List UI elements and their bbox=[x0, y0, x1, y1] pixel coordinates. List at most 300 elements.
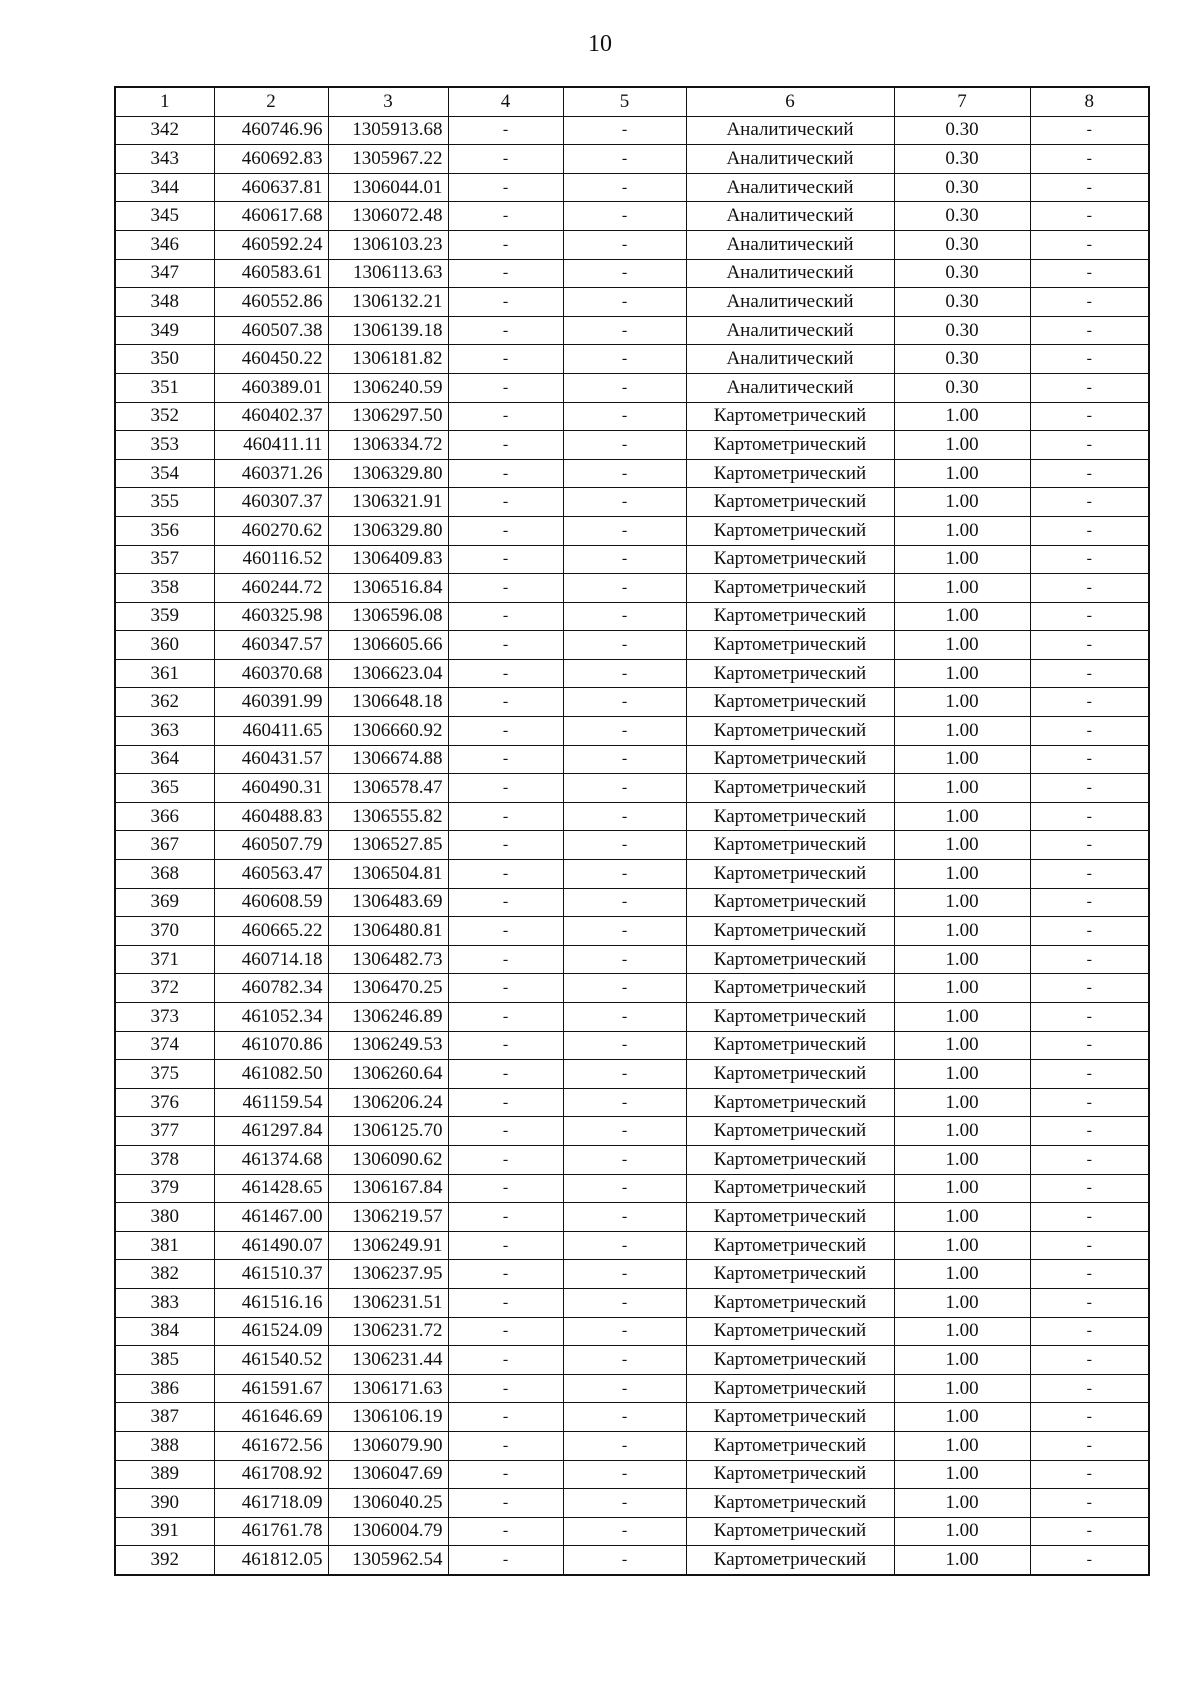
column-4-cell: - bbox=[448, 259, 563, 288]
column-5-cell: - bbox=[563, 1260, 686, 1289]
x-coordinate-cell: 460307.37 bbox=[214, 488, 328, 517]
column-8-cell: - bbox=[1030, 1403, 1149, 1432]
column-header: 5 bbox=[563, 87, 686, 116]
column-4-cell: - bbox=[448, 1003, 563, 1032]
column-5-cell: - bbox=[563, 1288, 686, 1317]
column-4-cell: - bbox=[448, 402, 563, 431]
point-number-cell: 374 bbox=[115, 1031, 214, 1060]
table-row bbox=[115, 802, 1149, 831]
x-coordinate-cell: 461467.00 bbox=[214, 1203, 328, 1232]
column-4-cell: - bbox=[448, 945, 563, 974]
column-4-cell: - bbox=[448, 1374, 563, 1403]
column-5-cell: - bbox=[563, 717, 686, 746]
method-cell: Картометрический bbox=[686, 1231, 894, 1260]
table-body bbox=[115, 116, 1149, 1575]
table-row bbox=[115, 659, 1149, 688]
x-coordinate-cell: 460450.22 bbox=[214, 345, 328, 374]
column-4-cell: - bbox=[448, 145, 563, 174]
column-5-cell: - bbox=[563, 602, 686, 631]
column-5-cell: - bbox=[563, 945, 686, 974]
point-number-cell: 373 bbox=[115, 1003, 214, 1032]
column-4-cell: - bbox=[448, 802, 563, 831]
method-cell: Картометрический bbox=[686, 774, 894, 803]
column-8-cell: - bbox=[1030, 288, 1149, 317]
y-coordinate-cell: 1306044.01 bbox=[328, 173, 448, 202]
column-8-cell: - bbox=[1030, 373, 1149, 402]
x-coordinate-cell: 460665.22 bbox=[214, 917, 328, 946]
column-4-cell: - bbox=[448, 373, 563, 402]
table-row bbox=[115, 631, 1149, 660]
column-4-cell: - bbox=[448, 116, 563, 145]
accuracy-cell: 1.00 bbox=[894, 1431, 1030, 1460]
accuracy-cell: 1.00 bbox=[894, 1374, 1030, 1403]
method-cell: Аналитический bbox=[686, 259, 894, 288]
table-row bbox=[115, 230, 1149, 259]
column-4-cell: - bbox=[448, 1317, 563, 1346]
column-5-cell: - bbox=[563, 1403, 686, 1432]
point-number-cell: 344 bbox=[115, 173, 214, 202]
method-cell: Картометрический bbox=[686, 1031, 894, 1060]
y-coordinate-cell: 1306072.48 bbox=[328, 202, 448, 231]
point-number-cell: 381 bbox=[115, 1231, 214, 1260]
column-4-cell: - bbox=[448, 602, 563, 631]
point-number-cell: 349 bbox=[115, 316, 214, 345]
table-row bbox=[115, 888, 1149, 917]
method-cell: Картометрический bbox=[686, 1346, 894, 1375]
point-number-cell: 368 bbox=[115, 860, 214, 889]
x-coordinate-cell: 460370.68 bbox=[214, 659, 328, 688]
column-5-cell: - bbox=[563, 1117, 686, 1146]
x-coordinate-cell: 460552.86 bbox=[214, 288, 328, 317]
y-coordinate-cell: 1306079.90 bbox=[328, 1431, 448, 1460]
table-row bbox=[115, 1003, 1149, 1032]
method-cell: Картометрический bbox=[686, 1174, 894, 1203]
y-coordinate-cell: 1306219.57 bbox=[328, 1203, 448, 1232]
y-coordinate-cell: 1306167.84 bbox=[328, 1174, 448, 1203]
column-4-cell: - bbox=[448, 774, 563, 803]
table-row bbox=[115, 974, 1149, 1003]
column-header: 3 bbox=[328, 87, 448, 116]
accuracy-cell: 1.00 bbox=[894, 802, 1030, 831]
x-coordinate-cell: 460746.96 bbox=[214, 116, 328, 145]
table-row bbox=[115, 1117, 1149, 1146]
column-8-cell: - bbox=[1030, 402, 1149, 431]
column-5-cell: - bbox=[563, 259, 686, 288]
method-cell: Картометрический bbox=[686, 917, 894, 946]
column-5-cell: - bbox=[563, 1346, 686, 1375]
point-number-cell: 345 bbox=[115, 202, 214, 231]
x-coordinate-cell: 461718.09 bbox=[214, 1489, 328, 1518]
accuracy-cell: 0.30 bbox=[894, 202, 1030, 231]
accuracy-cell: 1.00 bbox=[894, 1117, 1030, 1146]
column-4-cell: - bbox=[448, 516, 563, 545]
x-coordinate-cell: 461374.68 bbox=[214, 1145, 328, 1174]
y-coordinate-cell: 1306249.91 bbox=[328, 1231, 448, 1260]
point-number-cell: 371 bbox=[115, 945, 214, 974]
x-coordinate-cell: 461490.07 bbox=[214, 1231, 328, 1260]
accuracy-cell: 1.00 bbox=[894, 602, 1030, 631]
x-coordinate-cell: 460244.72 bbox=[214, 574, 328, 603]
point-number-cell: 390 bbox=[115, 1489, 214, 1518]
column-5-cell: - bbox=[563, 659, 686, 688]
y-coordinate-cell: 1306504.81 bbox=[328, 860, 448, 889]
point-number-cell: 355 bbox=[115, 488, 214, 517]
x-coordinate-cell: 461297.84 bbox=[214, 1117, 328, 1146]
column-8-cell: - bbox=[1030, 1288, 1149, 1317]
x-coordinate-cell: 460347.57 bbox=[214, 631, 328, 660]
column-4-cell: - bbox=[448, 316, 563, 345]
column-4-cell: - bbox=[448, 459, 563, 488]
point-number-cell: 362 bbox=[115, 688, 214, 717]
accuracy-cell: 1.00 bbox=[894, 745, 1030, 774]
column-5-cell: - bbox=[563, 173, 686, 202]
accuracy-cell: 1.00 bbox=[894, 1088, 1030, 1117]
accuracy-cell: 1.00 bbox=[894, 1346, 1030, 1375]
table-row bbox=[115, 602, 1149, 631]
table-row bbox=[115, 1489, 1149, 1518]
y-coordinate-cell: 1306578.47 bbox=[328, 774, 448, 803]
y-coordinate-cell: 1305967.22 bbox=[328, 145, 448, 174]
table-row bbox=[115, 1031, 1149, 1060]
column-4-cell: - bbox=[448, 574, 563, 603]
column-8-cell: - bbox=[1030, 860, 1149, 889]
table-row bbox=[115, 1174, 1149, 1203]
y-coordinate-cell: 1306040.25 bbox=[328, 1489, 448, 1518]
column-8-cell: - bbox=[1030, 1088, 1149, 1117]
table-row bbox=[115, 1288, 1149, 1317]
method-cell: Картометрический bbox=[686, 888, 894, 917]
x-coordinate-cell: 461761.78 bbox=[214, 1517, 328, 1546]
x-coordinate-cell: 460411.65 bbox=[214, 717, 328, 746]
point-number-cell: 363 bbox=[115, 717, 214, 746]
column-8-cell: - bbox=[1030, 202, 1149, 231]
point-number-cell: 353 bbox=[115, 431, 214, 460]
point-number-cell: 370 bbox=[115, 917, 214, 946]
column-5-cell: - bbox=[563, 1317, 686, 1346]
table-row bbox=[115, 288, 1149, 317]
method-cell: Картометрический bbox=[686, 431, 894, 460]
column-4-cell: - bbox=[448, 230, 563, 259]
accuracy-cell: 1.00 bbox=[894, 1031, 1030, 1060]
column-5-cell: - bbox=[563, 373, 686, 402]
column-5-cell: - bbox=[563, 202, 686, 231]
table-row bbox=[115, 1431, 1149, 1460]
accuracy-cell: 1.00 bbox=[894, 659, 1030, 688]
accuracy-cell: 1.00 bbox=[894, 917, 1030, 946]
accuracy-cell: 0.30 bbox=[894, 145, 1030, 174]
column-5-cell: - bbox=[563, 316, 686, 345]
method-cell: Картометрический bbox=[686, 1003, 894, 1032]
method-cell: Аналитический bbox=[686, 230, 894, 259]
accuracy-cell: 0.30 bbox=[894, 116, 1030, 145]
method-cell: Картометрический bbox=[686, 459, 894, 488]
y-coordinate-cell: 1306231.72 bbox=[328, 1317, 448, 1346]
y-coordinate-cell: 1306660.92 bbox=[328, 717, 448, 746]
table-row bbox=[115, 373, 1149, 402]
column-8-cell: - bbox=[1030, 1003, 1149, 1032]
column-8-cell: - bbox=[1030, 1460, 1149, 1489]
method-cell: Картометрический bbox=[686, 488, 894, 517]
column-5-cell: - bbox=[563, 545, 686, 574]
accuracy-cell: 1.00 bbox=[894, 1546, 1030, 1575]
coordinates-table bbox=[114, 86, 1150, 1576]
point-number-cell: 380 bbox=[115, 1203, 214, 1232]
method-cell: Картометрический bbox=[686, 1088, 894, 1117]
y-coordinate-cell: 1306648.18 bbox=[328, 688, 448, 717]
method-cell: Аналитический bbox=[686, 202, 894, 231]
x-coordinate-cell: 460714.18 bbox=[214, 945, 328, 974]
column-8-cell: - bbox=[1030, 488, 1149, 517]
x-coordinate-cell: 461591.67 bbox=[214, 1374, 328, 1403]
x-coordinate-cell: 460692.83 bbox=[214, 145, 328, 174]
y-coordinate-cell: 1306482.73 bbox=[328, 945, 448, 974]
table-row bbox=[115, 1060, 1149, 1089]
accuracy-cell: 1.00 bbox=[894, 431, 1030, 460]
accuracy-cell: 1.00 bbox=[894, 574, 1030, 603]
column-4-cell: - bbox=[448, 888, 563, 917]
column-8-cell: - bbox=[1030, 545, 1149, 574]
y-coordinate-cell: 1306555.82 bbox=[328, 802, 448, 831]
column-5-cell: - bbox=[563, 574, 686, 603]
table-row bbox=[115, 488, 1149, 517]
column-8-cell: - bbox=[1030, 717, 1149, 746]
column-8-cell: - bbox=[1030, 1174, 1149, 1203]
column-5-cell: - bbox=[563, 631, 686, 660]
column-8-cell: - bbox=[1030, 602, 1149, 631]
column-8-cell: - bbox=[1030, 1231, 1149, 1260]
method-cell: Картометрический bbox=[686, 1317, 894, 1346]
method-cell: Картометрический bbox=[686, 1117, 894, 1146]
point-number-cell: 384 bbox=[115, 1317, 214, 1346]
accuracy-cell: 1.00 bbox=[894, 717, 1030, 746]
column-4-cell: - bbox=[448, 1203, 563, 1232]
x-coordinate-cell: 460402.37 bbox=[214, 402, 328, 431]
column-8-cell: - bbox=[1030, 1489, 1149, 1518]
column-8-cell: - bbox=[1030, 745, 1149, 774]
column-5-cell: - bbox=[563, 917, 686, 946]
method-cell: Картометрический bbox=[686, 1260, 894, 1289]
method-cell: Картометрический bbox=[686, 974, 894, 1003]
method-cell: Картометрический bbox=[686, 631, 894, 660]
column-5-cell: - bbox=[563, 116, 686, 145]
point-number-cell: 350 bbox=[115, 345, 214, 374]
column-header: 8 bbox=[1030, 87, 1149, 116]
column-8-cell: - bbox=[1030, 516, 1149, 545]
table-row bbox=[115, 402, 1149, 431]
method-cell: Аналитический bbox=[686, 145, 894, 174]
table-row bbox=[115, 688, 1149, 717]
point-number-cell: 342 bbox=[115, 116, 214, 145]
point-number-cell: 354 bbox=[115, 459, 214, 488]
x-coordinate-cell: 461070.86 bbox=[214, 1031, 328, 1060]
method-cell: Картометрический bbox=[686, 945, 894, 974]
accuracy-cell: 0.30 bbox=[894, 345, 1030, 374]
column-8-cell: - bbox=[1030, 1260, 1149, 1289]
x-coordinate-cell: 461510.37 bbox=[214, 1260, 328, 1289]
table-row bbox=[115, 316, 1149, 345]
point-number-cell: 383 bbox=[115, 1288, 214, 1317]
accuracy-cell: 1.00 bbox=[894, 516, 1030, 545]
accuracy-cell: 1.00 bbox=[894, 402, 1030, 431]
x-coordinate-cell: 460411.11 bbox=[214, 431, 328, 460]
accuracy-cell: 1.00 bbox=[894, 1460, 1030, 1489]
y-coordinate-cell: 1306605.66 bbox=[328, 631, 448, 660]
accuracy-cell: 0.30 bbox=[894, 316, 1030, 345]
point-number-cell: 391 bbox=[115, 1517, 214, 1546]
point-number-cell: 348 bbox=[115, 288, 214, 317]
point-number-cell: 364 bbox=[115, 745, 214, 774]
x-coordinate-cell: 460391.99 bbox=[214, 688, 328, 717]
column-8-cell: - bbox=[1030, 1374, 1149, 1403]
table-row bbox=[115, 459, 1149, 488]
point-number-cell: 343 bbox=[115, 145, 214, 174]
point-number-cell: 367 bbox=[115, 831, 214, 860]
x-coordinate-cell: 460617.68 bbox=[214, 202, 328, 231]
x-coordinate-cell: 460592.24 bbox=[214, 230, 328, 259]
x-coordinate-cell: 461672.56 bbox=[214, 1431, 328, 1460]
point-number-cell: 389 bbox=[115, 1460, 214, 1489]
accuracy-cell: 1.00 bbox=[894, 1231, 1030, 1260]
column-8-cell: - bbox=[1030, 1145, 1149, 1174]
accuracy-cell: 1.00 bbox=[894, 1403, 1030, 1432]
table-row bbox=[115, 1317, 1149, 1346]
column-8-cell: - bbox=[1030, 1431, 1149, 1460]
accuracy-cell: 1.00 bbox=[894, 1288, 1030, 1317]
point-number-cell: 385 bbox=[115, 1346, 214, 1375]
y-coordinate-cell: 1306674.88 bbox=[328, 745, 448, 774]
y-coordinate-cell: 1306334.72 bbox=[328, 431, 448, 460]
point-number-cell: 388 bbox=[115, 1431, 214, 1460]
x-coordinate-cell: 460116.52 bbox=[214, 545, 328, 574]
column-8-cell: - bbox=[1030, 574, 1149, 603]
point-number-cell: 357 bbox=[115, 545, 214, 574]
table-row bbox=[115, 1517, 1149, 1546]
table-row bbox=[115, 1203, 1149, 1232]
point-number-cell: 392 bbox=[115, 1546, 214, 1575]
accuracy-cell: 1.00 bbox=[894, 1517, 1030, 1546]
x-coordinate-cell: 460270.62 bbox=[214, 516, 328, 545]
point-number-cell: 351 bbox=[115, 373, 214, 402]
accuracy-cell: 1.00 bbox=[894, 1203, 1030, 1232]
column-8-cell: - bbox=[1030, 631, 1149, 660]
column-5-cell: - bbox=[563, 745, 686, 774]
point-number-cell: 365 bbox=[115, 774, 214, 803]
x-coordinate-cell: 460782.34 bbox=[214, 974, 328, 1003]
column-header: 7 bbox=[894, 87, 1030, 116]
method-cell: Картометрический bbox=[686, 1546, 894, 1575]
accuracy-cell: 1.00 bbox=[894, 974, 1030, 1003]
column-4-cell: - bbox=[448, 1431, 563, 1460]
column-4-cell: - bbox=[448, 659, 563, 688]
y-coordinate-cell: 1306246.89 bbox=[328, 1003, 448, 1032]
column-4-cell: - bbox=[448, 1517, 563, 1546]
method-cell: Картометрический bbox=[686, 545, 894, 574]
accuracy-cell: 0.30 bbox=[894, 288, 1030, 317]
column-8-cell: - bbox=[1030, 259, 1149, 288]
column-5-cell: - bbox=[563, 1460, 686, 1489]
column-4-cell: - bbox=[448, 860, 563, 889]
table-header-row bbox=[115, 87, 1149, 116]
column-8-cell: - bbox=[1030, 802, 1149, 831]
column-4-cell: - bbox=[448, 288, 563, 317]
x-coordinate-cell: 460608.59 bbox=[214, 888, 328, 917]
column-header: 1 bbox=[115, 87, 214, 116]
y-coordinate-cell: 1306329.80 bbox=[328, 516, 448, 545]
x-coordinate-cell: 461524.09 bbox=[214, 1317, 328, 1346]
column-5-cell: - bbox=[563, 1203, 686, 1232]
y-coordinate-cell: 1306480.81 bbox=[328, 917, 448, 946]
column-4-cell: - bbox=[448, 631, 563, 660]
column-4-cell: - bbox=[448, 1403, 563, 1432]
column-header: 6 bbox=[686, 87, 894, 116]
column-8-cell: - bbox=[1030, 116, 1149, 145]
column-header: 2 bbox=[214, 87, 328, 116]
table-row bbox=[115, 259, 1149, 288]
column-5-cell: - bbox=[563, 1374, 686, 1403]
table-row bbox=[115, 831, 1149, 860]
y-coordinate-cell: 1306132.21 bbox=[328, 288, 448, 317]
accuracy-cell: 1.00 bbox=[894, 488, 1030, 517]
x-coordinate-cell: 461540.52 bbox=[214, 1346, 328, 1375]
y-coordinate-cell: 1306483.69 bbox=[328, 888, 448, 917]
y-coordinate-cell: 1306237.95 bbox=[328, 1260, 448, 1289]
column-4-cell: - bbox=[448, 1460, 563, 1489]
column-5-cell: - bbox=[563, 488, 686, 517]
point-number-cell: 347 bbox=[115, 259, 214, 288]
y-coordinate-cell: 1306240.59 bbox=[328, 373, 448, 402]
column-5-cell: - bbox=[563, 1231, 686, 1260]
table-row bbox=[115, 1260, 1149, 1289]
column-8-cell: - bbox=[1030, 974, 1149, 1003]
point-number-cell: 378 bbox=[115, 1145, 214, 1174]
point-number-cell: 376 bbox=[115, 1088, 214, 1117]
y-coordinate-cell: 1306527.85 bbox=[328, 831, 448, 860]
point-number-cell: 386 bbox=[115, 1374, 214, 1403]
method-cell: Картометрический bbox=[686, 574, 894, 603]
column-8-cell: - bbox=[1030, 831, 1149, 860]
column-4-cell: - bbox=[448, 1288, 563, 1317]
table-row bbox=[115, 1231, 1149, 1260]
method-cell: Аналитический bbox=[686, 288, 894, 317]
x-coordinate-cell: 461052.34 bbox=[214, 1003, 328, 1032]
table-row bbox=[115, 202, 1149, 231]
method-cell: Картометрический bbox=[686, 1431, 894, 1460]
y-coordinate-cell: 1306231.51 bbox=[328, 1288, 448, 1317]
x-coordinate-cell: 460507.79 bbox=[214, 831, 328, 860]
table-row bbox=[115, 774, 1149, 803]
accuracy-cell: 1.00 bbox=[894, 831, 1030, 860]
table-row bbox=[115, 717, 1149, 746]
y-coordinate-cell: 1306139.18 bbox=[328, 316, 448, 345]
column-5-cell: - bbox=[563, 1031, 686, 1060]
column-5-cell: - bbox=[563, 145, 686, 174]
point-number-cell: 366 bbox=[115, 802, 214, 831]
accuracy-cell: 0.30 bbox=[894, 373, 1030, 402]
y-coordinate-cell: 1306231.44 bbox=[328, 1346, 448, 1375]
column-5-cell: - bbox=[563, 831, 686, 860]
method-cell: Картометрический bbox=[686, 745, 894, 774]
column-5-cell: - bbox=[563, 431, 686, 460]
column-5-cell: - bbox=[563, 1489, 686, 1518]
x-coordinate-cell: 461082.50 bbox=[214, 1060, 328, 1089]
accuracy-cell: 1.00 bbox=[894, 1145, 1030, 1174]
column-4-cell: - bbox=[448, 974, 563, 1003]
method-cell: Картометрический bbox=[686, 860, 894, 889]
table-row bbox=[115, 1346, 1149, 1375]
table-row bbox=[115, 1460, 1149, 1489]
point-number-cell: 369 bbox=[115, 888, 214, 917]
column-8-cell: - bbox=[1030, 659, 1149, 688]
